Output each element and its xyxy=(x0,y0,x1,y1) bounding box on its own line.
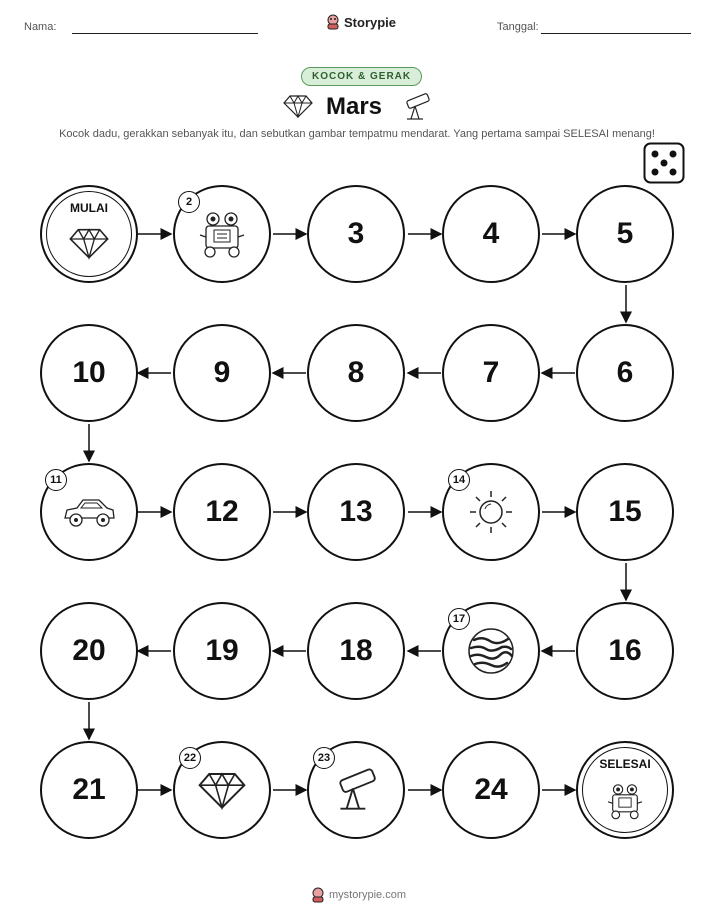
car-icon xyxy=(61,494,117,530)
space-number-badge: 17 xyxy=(448,608,470,630)
space-19 xyxy=(173,602,271,700)
page-title: Mars xyxy=(326,93,383,120)
planet-icon xyxy=(466,626,516,676)
finish-label: SELESAI xyxy=(599,757,651,771)
space-number: 12 xyxy=(205,495,239,528)
instructions: Kocok dadu, gerakkan sebanyak itu, dan sebutkan gambar tempatmu mendarat. Yang pertama sampai SELESAI menang! xyxy=(59,128,655,140)
space-number: 5 xyxy=(616,217,634,250)
space-number: 6 xyxy=(616,356,634,389)
space-9 xyxy=(173,324,271,422)
space-number: 19 xyxy=(205,634,239,667)
space-number-badge: 14 xyxy=(448,469,470,491)
mascot-icon xyxy=(311,887,325,903)
space-number: 18 xyxy=(339,634,373,667)
space-number-badge: 23 xyxy=(313,747,335,769)
space-number: 24 xyxy=(474,773,508,806)
space-number: 9 xyxy=(213,356,231,389)
brand-name: Storypie xyxy=(344,14,397,30)
space-10 xyxy=(40,324,138,422)
space-number: 15 xyxy=(608,495,642,528)
space-number: 8 xyxy=(347,356,365,389)
activity-tag: KOCOK & GERAK xyxy=(301,67,422,86)
space-13 xyxy=(307,463,405,561)
diamond-icon xyxy=(198,770,246,810)
space-number-badge: 11 xyxy=(45,469,67,491)
space-number: 21 xyxy=(72,773,106,806)
space-number: 3 xyxy=(347,217,365,250)
space-8 xyxy=(307,324,405,422)
finish-space xyxy=(576,741,674,839)
space-12 xyxy=(173,463,271,561)
robot-icon xyxy=(196,209,248,259)
space-number: 16 xyxy=(608,634,642,667)
footer-url[interactable]: mystorypie.com xyxy=(329,889,407,901)
space-7 xyxy=(442,324,540,422)
space-24 xyxy=(442,741,540,839)
space-number: 10 xyxy=(72,356,106,389)
space-21 xyxy=(40,741,138,839)
space-20 xyxy=(40,602,138,700)
space-15 xyxy=(576,463,674,561)
space-number-badge: 22 xyxy=(179,747,201,769)
footer xyxy=(311,887,406,903)
space-number: 20 xyxy=(72,634,106,667)
space-number: 13 xyxy=(339,495,373,528)
space-number-badge: 2 xyxy=(178,191,200,213)
space-6 xyxy=(576,324,674,422)
space-5 xyxy=(576,185,674,283)
space-16 xyxy=(576,602,674,700)
space-4 xyxy=(442,185,540,283)
space-3 xyxy=(307,185,405,283)
telescope-icon xyxy=(328,766,384,814)
start-space xyxy=(40,185,138,283)
space-18 xyxy=(307,602,405,700)
name-label: Nama: xyxy=(24,21,57,33)
sun-icon xyxy=(466,487,516,537)
space-number: 7 xyxy=(482,356,500,389)
space-number: 4 xyxy=(482,217,500,250)
date-label: Tanggal: xyxy=(497,21,539,33)
start-label: MULAI xyxy=(70,201,108,215)
